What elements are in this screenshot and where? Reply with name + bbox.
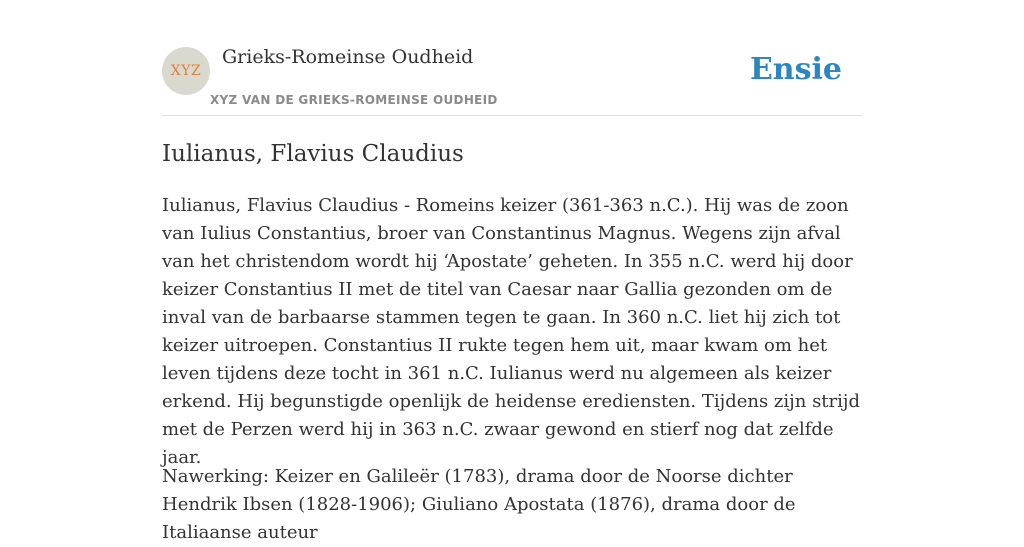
brand-logo[interactable]: Ensie <box>749 52 842 87</box>
source-avatar[interactable]: XYZ <box>162 47 210 95</box>
entry-paragraph: Iulianus, Flavius Claudius - Romeins keizer (361-363 n.C.). Hij was de zoon van Iulius Constantius, broer van Constantinus Magnus. Wegens zijn afval van het christendom wordt hij ‘Apostate’ geheten. In 355 n.C. werd hij door keizer Constantius II met de titel van Caesar naar Gallia gezonden om de inval van de barbaarse stammen tegen te gaan. In 360 n.C. liet hij zich tot keizer uitroepen. Constantius II rukte tegen hem uit, maar kwam om het leven tijdens deze tocht in 361 n.C. Iulianus werd nu algemeen als keizer erkend. Hij begunstigde openlijk de heidense erediensten. Tijdens zijn strijd met de Perzen werd hij in 363 n.C. zwaar gewond en stierf nog dat zelfde jaar. <box>162 195 861 468</box>
entry-paragraph: Nawerking: Keizer en Galileër (1783), drama door de Noorse dichter Hendrik Ibsen (1828-1906); Giuliano Apostata (1876), drama door de Italiaanse auteur <box>162 466 796 543</box>
source-header <box>162 0 862 116</box>
entry-title: Iulianus, Flavius Claudius <box>162 141 464 167</box>
source-title[interactable]: Grieks-Romeinse Oudheid <box>222 46 474 68</box>
page <box>162 0 862 543</box>
source-subtitle[interactable]: XYZ VAN DE GRIEKS-ROMEINSE OUDHEID <box>210 93 498 107</box>
